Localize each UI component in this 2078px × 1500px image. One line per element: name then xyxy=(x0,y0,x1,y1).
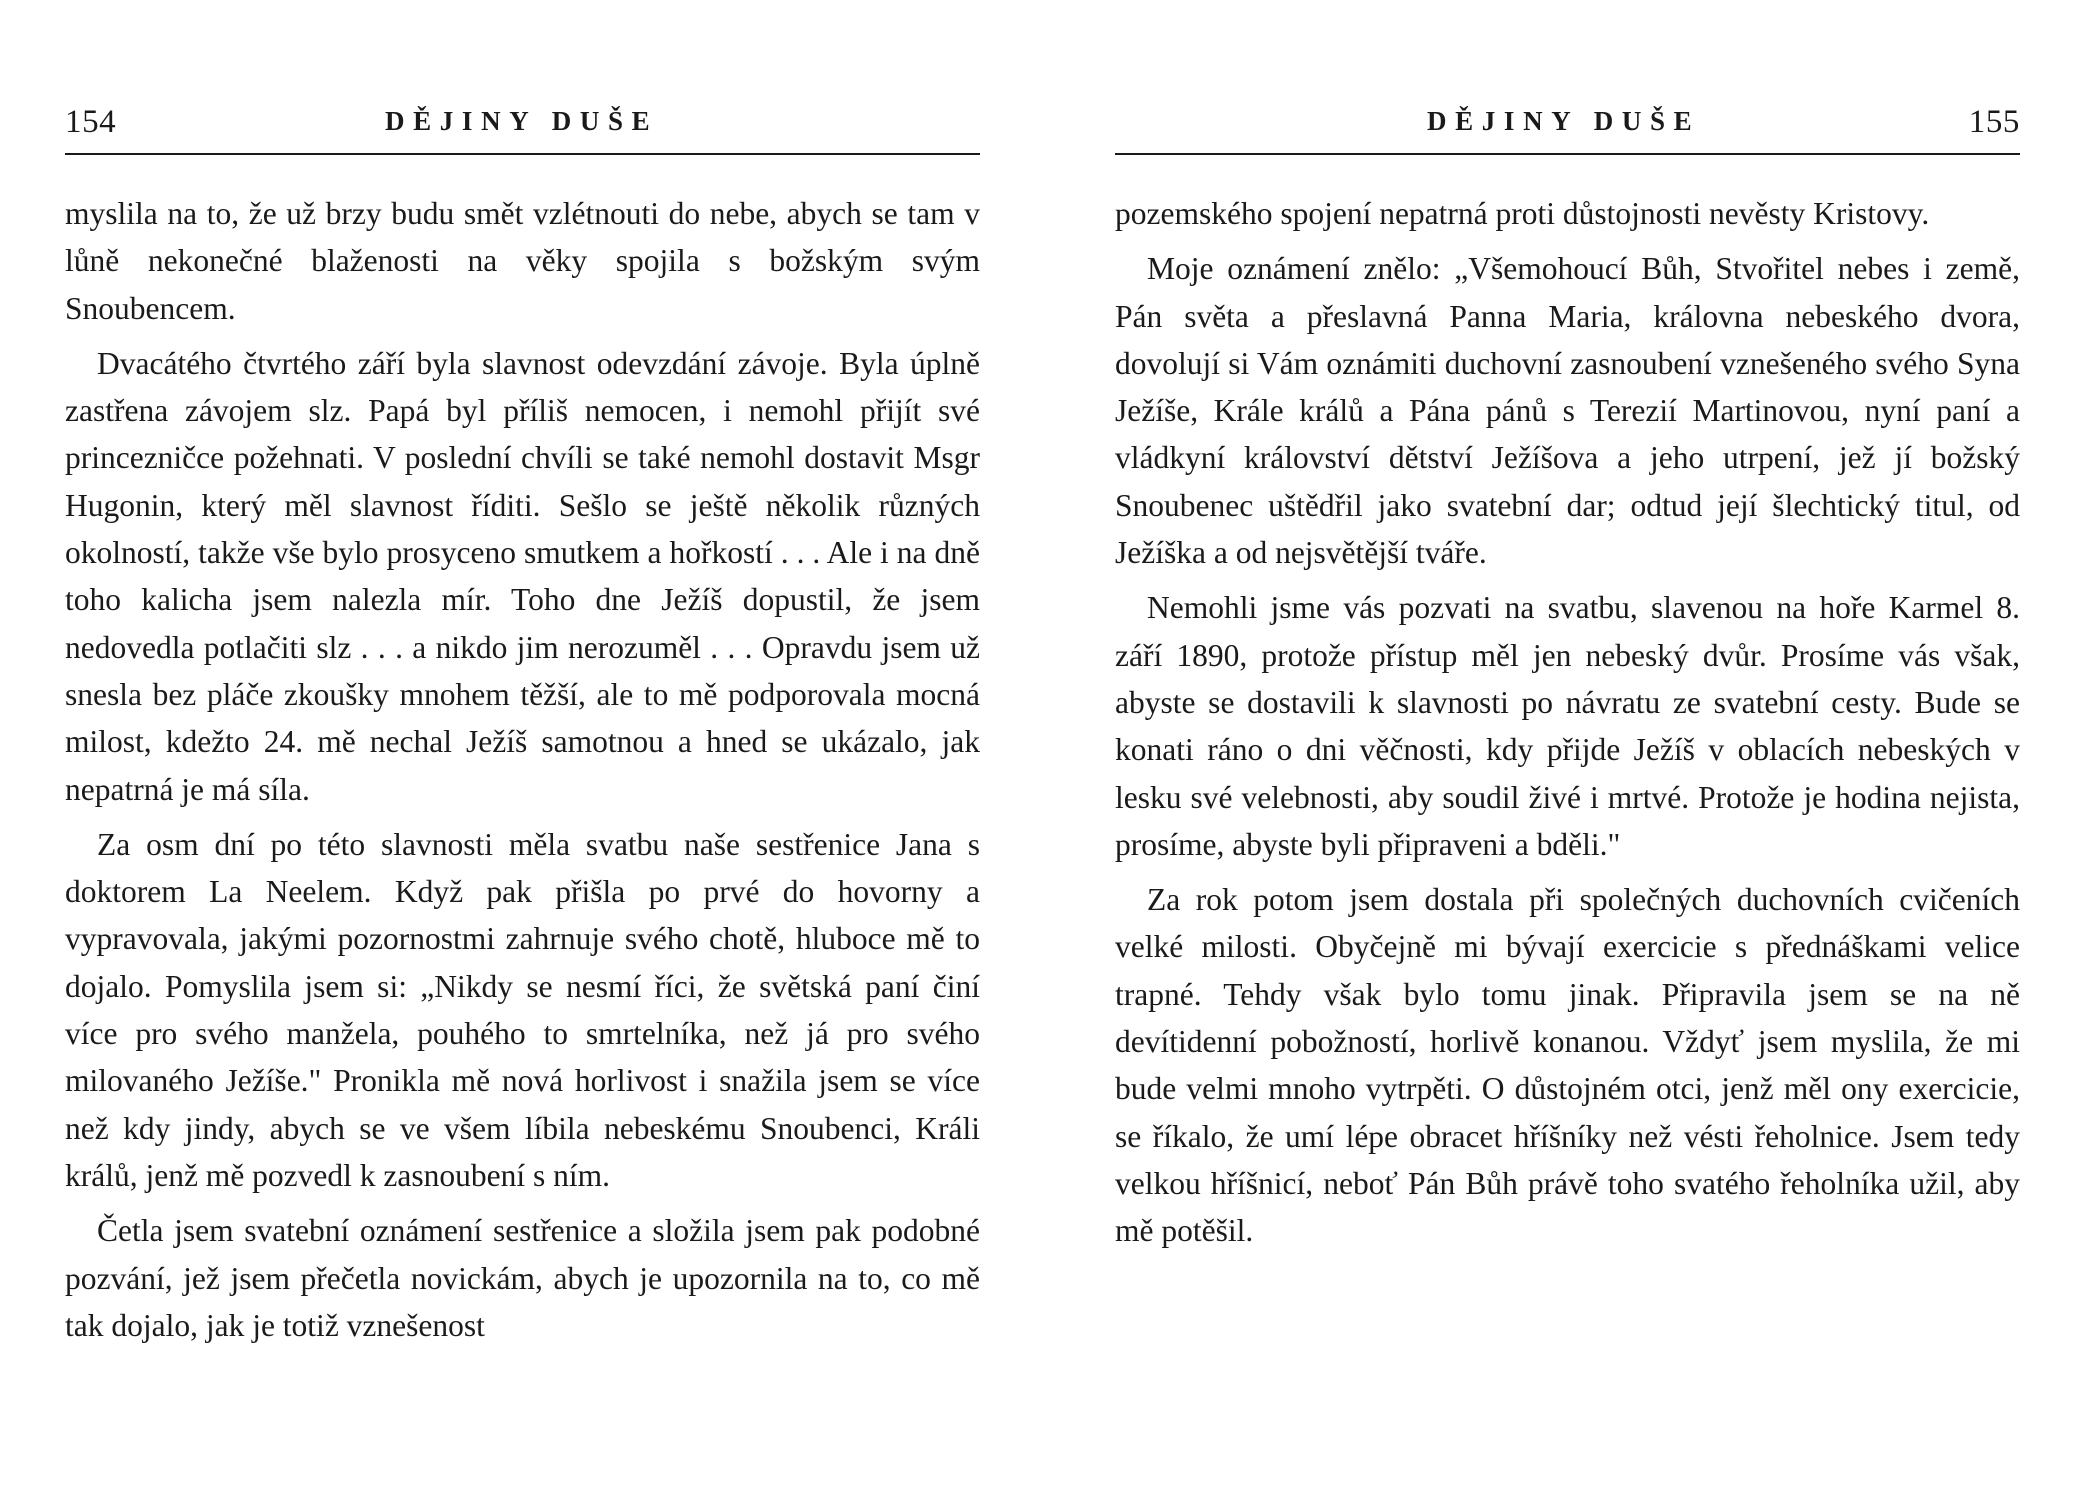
left-paragraph-2: Dvacátého čtvrtého září byla slavnost odevzdání závoje. Byla úplně zastřena závojem slz. Papá byl příliš nemocen, i nemohl přijít své princezničce požehnati. V poslední chvíli se také nemohl dostavit Msgr Hugonin, který měl slavnost říditi. Sešlo se ještě několik různých okolností, takže vše bylo prosyceno smutkem a hořkostí . . . Ale i na dně toho kalicha jsem nalezla mír. Toho dne Ježíš dopustil, že jsem nedovedla potlačiti slz . . . a nikdo jim nerozuměl . . . Opravdu jsem už snesla bez pláče zkoušky mnohem těžší, ale to mě podporovala mocná milost, kdežto 24. mě nechal Ježíš samotnou a hned se ukázalo, jak nepatrná je má síla. xyxy=(65,345,980,807)
left-page-header xyxy=(65,104,980,148)
right-page xyxy=(1115,0,2020,1500)
right-page-text xyxy=(1115,190,2020,1263)
right-running-title: DĚJINY DUŠE xyxy=(1427,106,1701,136)
left-paragraph-4: Četla jsem svatební oznámení sestřenice a složila jsem pak podobné pozvání, jež jsem přečetla novickám, abych je upozornila na to, co mě tak dojalo, jak je totiž vznešenost xyxy=(65,1213,980,1343)
right-paragraph-3: Nemohli jsme vás pozvati na svatbu, slavenou na hoře Karmel 8. září 1890, protože přístup měl jen nebeský dvůr. Prosíme vás však, abyste se dostavili k slavnosti po návratu ze svatební cesty. Bude se konati ráno o dni věčnosti, kdy přijde Ježíš v oblacích nebeských v lesku své velebnosti, aby soudil živé i mrtvé. Protože je hodina nejista, prosíme, abyste byli připraveni a bděli." xyxy=(1115,590,2020,862)
left-running-title: DĚJINY DUŠE xyxy=(385,106,659,136)
left-paragraph-3: Za osm dní po této slavnosti měla svatbu naše sestřenice Jana s doktorem La Neelem. Když pak přišla po prvé do hovorny a vypravovala, jakými pozornostmi zahrnuje svého chotě, hluboce mě to dojalo. Pomyslila jsem si: „Nikdy se nesmí říci, že světská paní činí více pro svého manžela, pouhého to smrtelníka, než já pro svého milovaného Ježíše." Pronikla mě nová horlivost i snažila jsem se více než kdy jindy, abych se ve všem líbila nebeskému Snoubenci, Králi králů, jenž mě pozvedl k zasnoubení s ním. xyxy=(65,826,980,1193)
left-paragraph-1: myslila na to, že už brzy budu smět vzlétnouti do nebe, abych se tam v lůně nekonečné blaženosti na věky spojila s božským svým Snoubencem. xyxy=(65,196,980,326)
right-paragraph-2: Moje oznámení znělo: „Všemohoucí Bůh, Stvořitel nebes i země, Pán světa a přeslavná Panna Maria, královna nebeského dvora, dovolují si Vám oznámiti duchovní zasnoubení vznešeného svého Syna Ježíše, Krále králů a Pána pánů s Terezií Martinovou, nyní paní a vládkyní království dětství Ježíšova a jeho utrpení, jež jí božský Snoubenec uštědřil jako svatební dar; odtud její šlechtický titul, od Ježíška a od nejsvětější tváře. xyxy=(1115,251,2020,571)
right-paragraph-4: Za rok potom jsem dostala při společných duchovních cvičeních velké milosti. Obyčejně mi bývají exercicie s přednáškami velice trapné. Tehdy však bylo tomu jinak. Připravila jsem se na ně devítidenní pobožností, horlivě konanou. Vždyť jsem myslila, že mi bude velmi mnoho vytrpěti. O důstojném otci, jenž měl ony exercicie, se říkalo, že umí lépe obracet hříšníky než vésti řeholnice. Jsem tedy velkou hříšnicí, neboť Pán Bůh právě toho svatého řeholníka užil, aby mě potěšil. xyxy=(1115,882,2020,1249)
left-header-rule xyxy=(65,153,980,155)
right-header-rule xyxy=(1115,153,2020,155)
right-paragraph-1: pozemského spojení nepatrná proti důstojnosti nevěsty Kristovy. xyxy=(1115,196,1930,231)
left-page xyxy=(65,0,980,1500)
right-page-header xyxy=(1115,104,2020,148)
left-page-text xyxy=(65,190,980,1357)
left-page-number: 154 xyxy=(65,104,117,140)
right-page-number: 155 xyxy=(1968,104,2020,140)
